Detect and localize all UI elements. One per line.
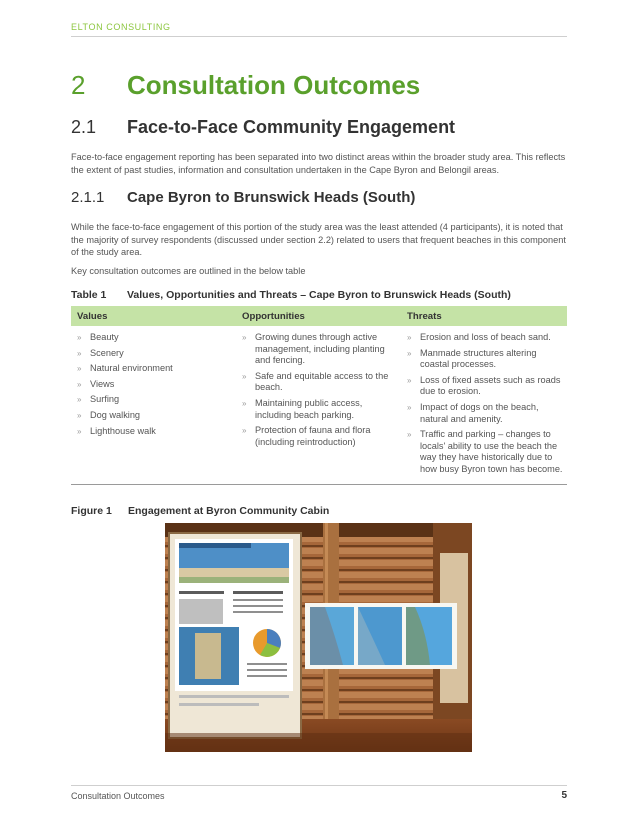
- list-item: » Loss of fixed assets such as roads due to erosion.: [407, 375, 565, 398]
- table-caption: [71, 289, 511, 301]
- list-item: » Manmade structures altering coastal processes.: [407, 348, 565, 371]
- subsubsection-heading: [71, 189, 415, 206]
- values-list: [77, 332, 234, 437]
- list-item: » Maintaining public access, including beach parking.: [242, 398, 399, 421]
- section-number: 2: [71, 70, 86, 100]
- figure-caption-text: Engagement at Byron Community Cabin: [128, 505, 330, 517]
- list-item: » Erosion and loss of beach sand.: [407, 332, 565, 344]
- table-caption-label: Table 1: [71, 289, 107, 301]
- list-item: » Safe and equitable access to the beach.: [242, 371, 399, 394]
- page-number: 5: [561, 790, 567, 801]
- table-header-row: [71, 306, 567, 326]
- body-paragraph: Key consultation outcomes are outlined in the below table: [71, 266, 306, 276]
- table-caption-text: Values, Opportunities and Threats – Cape Byron to Brunswick Heads (South): [127, 289, 511, 301]
- company-name: ELTON CONSULTING: [71, 22, 171, 32]
- table-row: [71, 326, 567, 484]
- header-threats: Threats: [401, 306, 567, 326]
- threats-cell: [401, 326, 567, 484]
- section-heading: [71, 70, 420, 104]
- footer-section-name: Consultation Outcomes: [71, 791, 165, 801]
- list-item: » Growing dunes through active management, including planting and fencing.: [242, 332, 399, 367]
- list-item: » Traffic and parking – changes to locals' ability to use the beach the way they have historically due to how busy Byron town has become.: [407, 429, 565, 475]
- list-item: » Dog walking: [77, 410, 234, 422]
- values-cell: [71, 326, 236, 484]
- photo-illustration: [165, 523, 472, 752]
- engagement-photo: [165, 523, 472, 752]
- body-paragraph: While the face-to-face engagement of this portion of the study area was the least attended (4 participants), it is noted that the majority of survey respondents (discussed under section 2.2) related to users that frequent beaches in this component of the study area.: [71, 222, 566, 258]
- list-item: » Impact of dogs on the beach, natural and amenity.: [407, 402, 565, 425]
- footer-rule: [71, 785, 567, 786]
- list-item: » Protection of fauna and flora (including reintroduction): [242, 425, 399, 448]
- list-item: » Views: [77, 379, 234, 391]
- subsection-heading: [71, 117, 455, 138]
- list-item: » Beauty: [77, 332, 234, 344]
- header-opportunities: Opportunities: [236, 306, 401, 326]
- header-rule: [71, 36, 567, 37]
- section-title: Consultation Outcomes: [127, 70, 421, 100]
- list-item: » Lighthouse walk: [77, 426, 234, 438]
- figure-caption-label: Figure 1: [71, 505, 112, 517]
- opportunities-cell: [236, 326, 401, 484]
- subsection-number: 2.1: [71, 117, 97, 137]
- figure-caption: [71, 505, 329, 517]
- list-item: » Surfing: [77, 394, 234, 406]
- subsubsection-title: Cape Byron to Brunswick Heads (South): [127, 189, 416, 206]
- list-item: » Scenery: [77, 348, 234, 360]
- subsection-title: Face-to-Face Community Engagement: [127, 117, 456, 137]
- subsubsection-number: 2.1.1: [71, 189, 105, 206]
- opportunities-list: [242, 332, 399, 448]
- vot-table: [71, 306, 567, 485]
- header-values: Values: [71, 306, 236, 326]
- threats-list: [407, 332, 565, 476]
- intro-paragraph: Face-to-face engagement reporting has been separated into two distinct areas within the broader study area. This reflects the extent of past studies, information and consultation undertaken in the Cape Byron and Belongil areas.: [71, 152, 566, 175]
- list-item: » Natural environment: [77, 363, 234, 375]
